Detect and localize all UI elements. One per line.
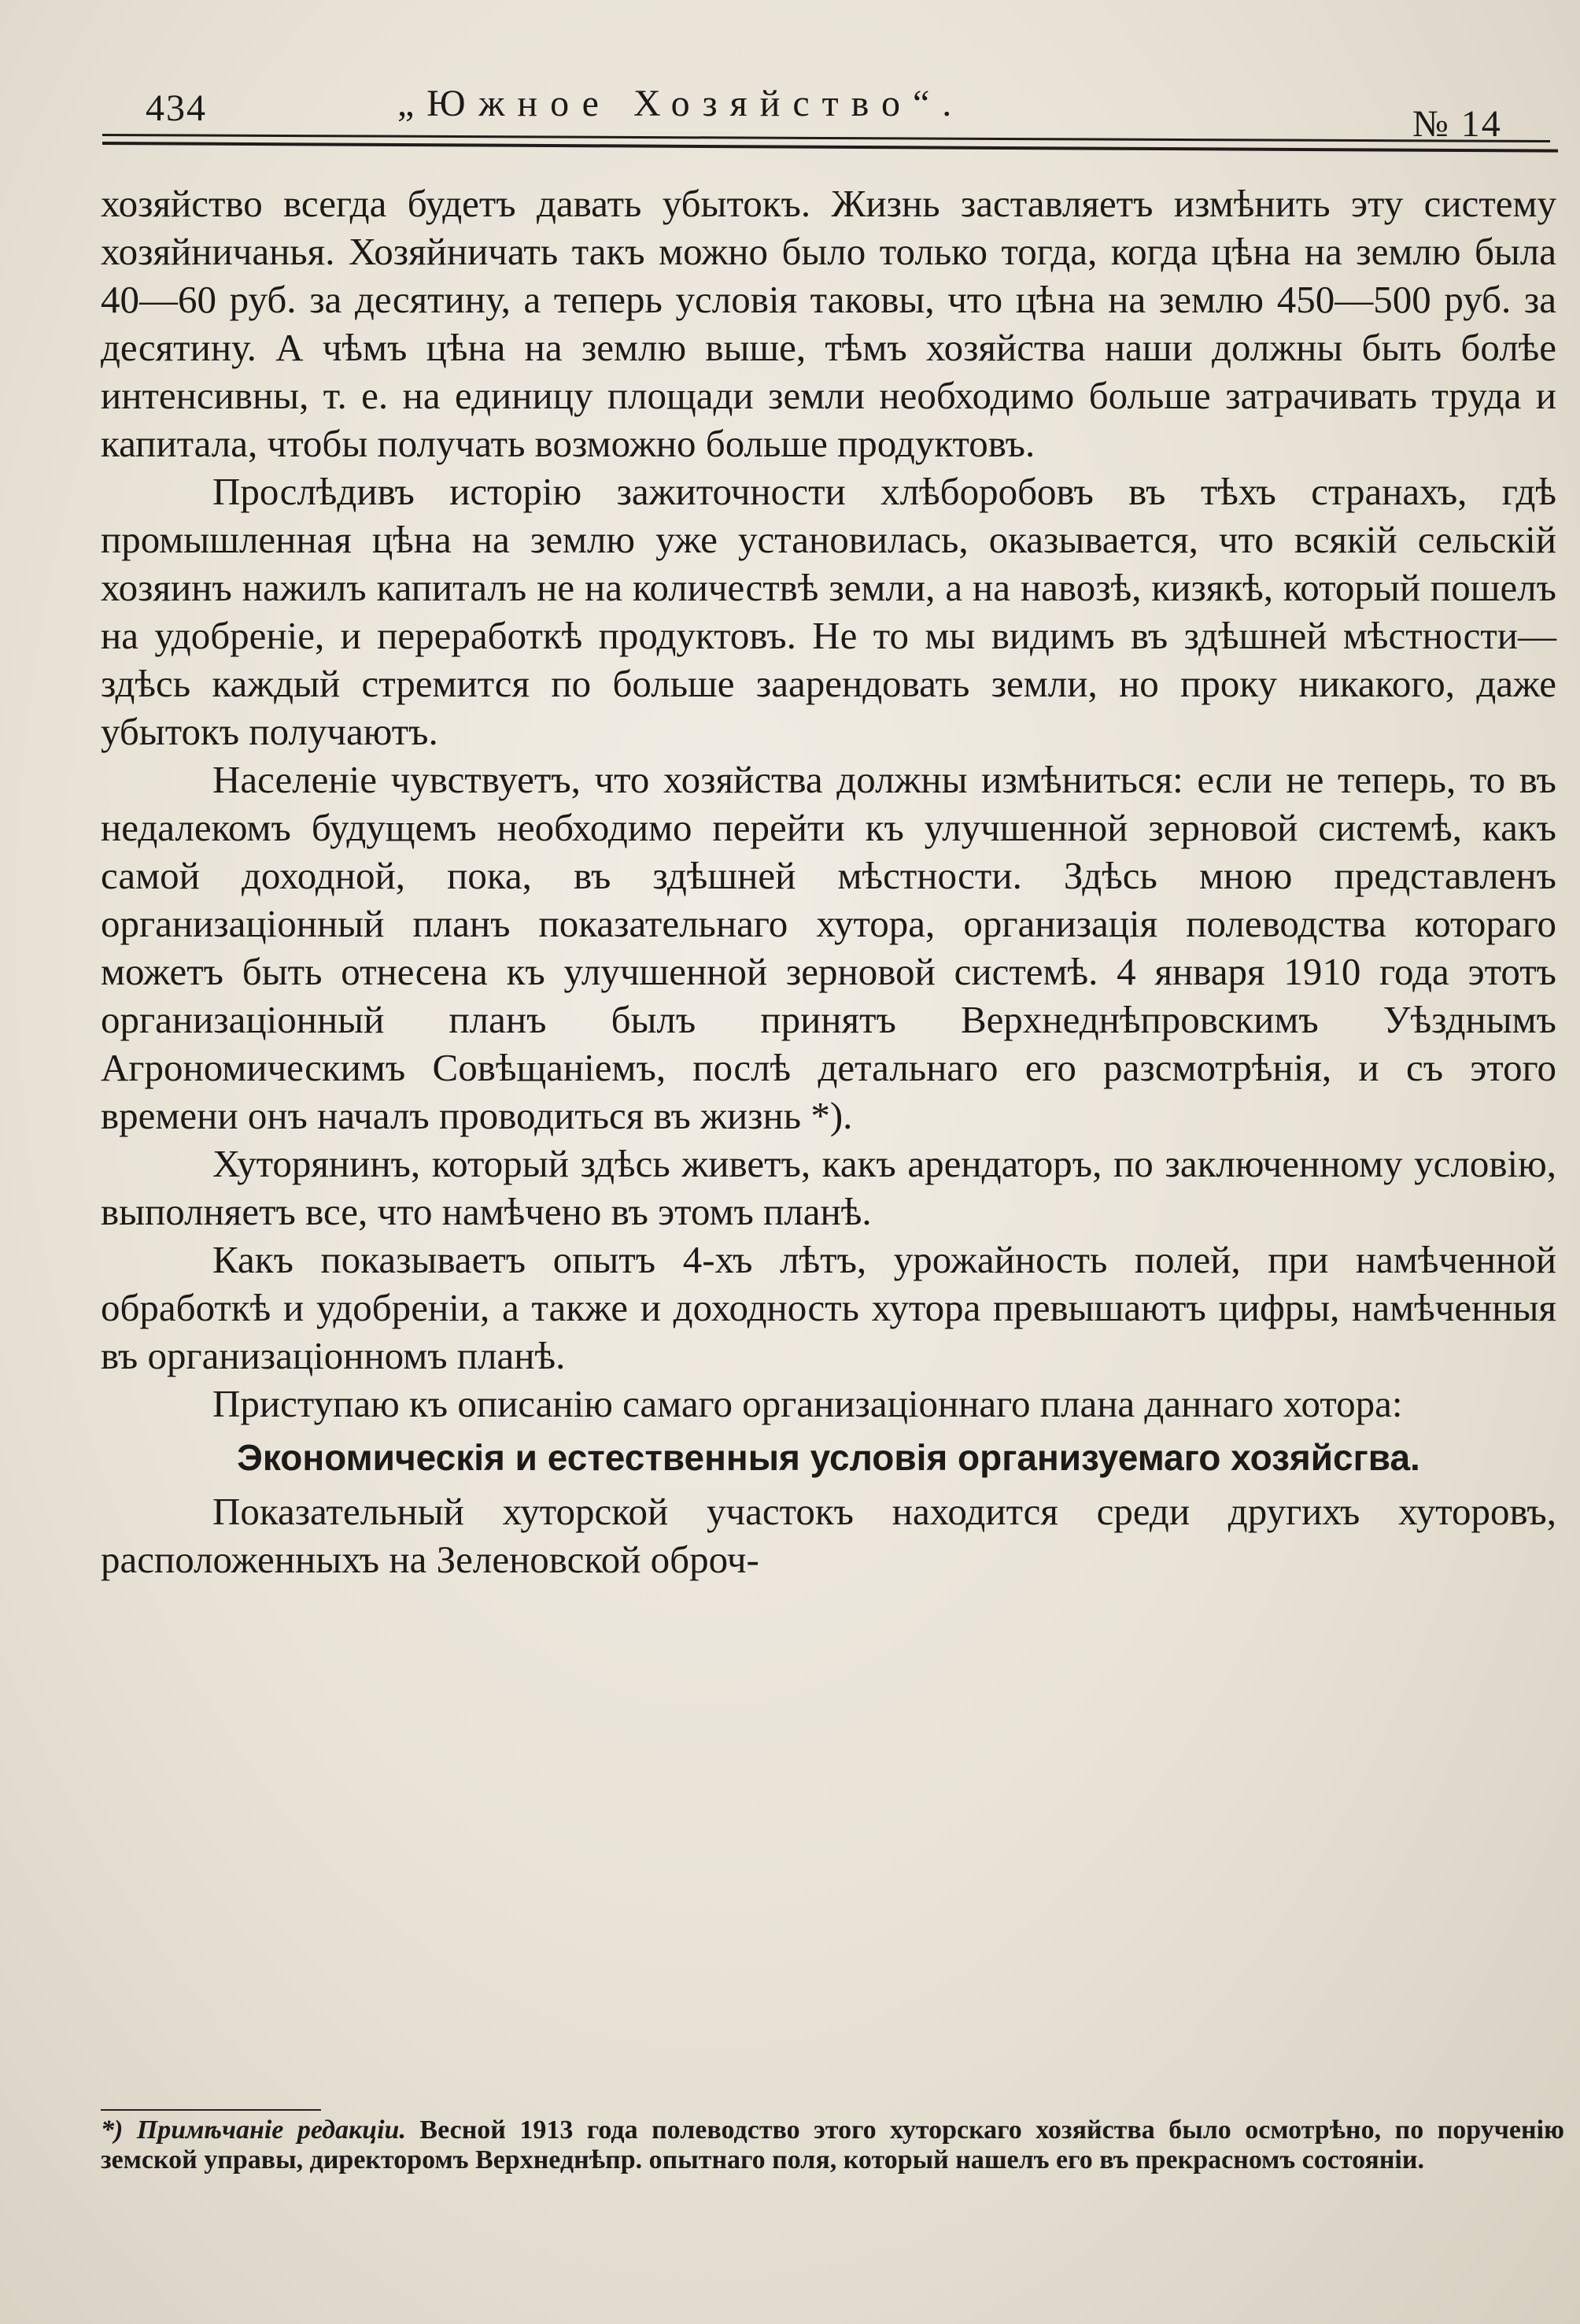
footnote-divider (101, 2109, 321, 2111)
journal-title: „Южное Хозяйство“. (397, 83, 965, 124)
issue-number: № 14 (1412, 103, 1502, 145)
paragraph-population: Населеніе чувствуетъ, что хозяйства должны измѣниться: если не теперь, то въ недалекомъ будущемъ необходимо перейти къ улучшенной зерновой системѣ, какъ самой доходной, пока, въ здѣшней мѣстности. Здѣсь мною представленъ организаціонный планъ показательнаго хутора, организація полеводства котораго можетъ быть отнесена къ улучшенной зерновой системѣ. 4 января 1910 года этотъ организаціонный планъ былъ принятъ Верхнеднѣпровскимъ Уѣзднымъ Агрономическимъ Совѣщаніемъ, послѣ детальнаго его разсмотрѣнія, и съ этого времени онъ началъ проводиться въ жизнь *). (101, 758, 1556, 1137)
page-number: 434 (146, 87, 207, 129)
footnote-label: *) Примѣчаніе редакціи. (101, 2115, 406, 2145)
article-body (101, 179, 1556, 1583)
paragraph-continuation: хозяйство всегда будетъ давать убытокъ. Жизнь заставляетъ измѣнить эту систему хозяйничанья. Хозяйничать такъ можно было только тогда, когда цѣна на землю была 40—60 руб. за десятину, а теперь условія таковы, что цѣна на землю 450—500 руб. за десятину. А чѣмъ цѣна на землю выше, тѣмъ хозяйства наши должны быть болѣе интенсивны, т. е. на единицу площади земли необходимо больше затрачивать труда и капитала, чтобы получать возможно больше продуктовъ. (101, 182, 1556, 465)
paragraph-plan-intro: Приступаю къ описанію самаго организаціоннаго плана даннаго хотора: (212, 1382, 1403, 1425)
paragraph-experience: Какъ показываетъ опытъ 4-хъ лѣтъ, урожайность полей, при намѣченной обработкѣ и удобреніи, а также и доходность хутора превышаютъ цифры, намѣченныя въ организаціонномъ планѣ. (101, 1238, 1556, 1377)
page-header (146, 79, 1530, 145)
paragraph-location: Показательный хуторской участокъ находится среди другихъ хуторовъ, расположенныхъ на Зеленовской оброч- (101, 1490, 1556, 1581)
section-heading: Экономическія и естественныя условія организуемаго хозяйсгва. (237, 1437, 1420, 1478)
paragraph-farmer: Хуторянинъ, который здѣсь живетъ, какъ арендаторъ, по заключенному условію, выполняетъ все, что намѣчено въ этомъ планѣ. (101, 1142, 1556, 1233)
footnote (101, 2115, 1564, 2175)
footnote-text: Весной 1913 года полеводство этого хуторскаго хозяйства было осмотрѣно, по порученію земской управы, директоромъ Верхнеднѣпр. опытнаго поля, который нашелъ его въ прекрасномъ состояніи. (101, 2115, 1565, 2174)
header-rule-bottom (102, 142, 1558, 153)
paragraph-history: Прослѣдивъ исторію зажиточности хлѣборобовъ въ тѣхъ странахъ, гдѣ промышленная цѣна на землю уже установилась, оказывается, что всякій сельскій хозяинъ нажилъ капиталъ не на количествѣ земли, а на навозѣ, кизякѣ, который пошелъ на удобреніе, и переработкѣ продуктовъ. Не то мы видимъ въ здѣшней мѣстности—здѣсь каждый стремится по больше заарендовать земли, но проку никакого, даже убытокъ получаютъ. (101, 470, 1556, 753)
